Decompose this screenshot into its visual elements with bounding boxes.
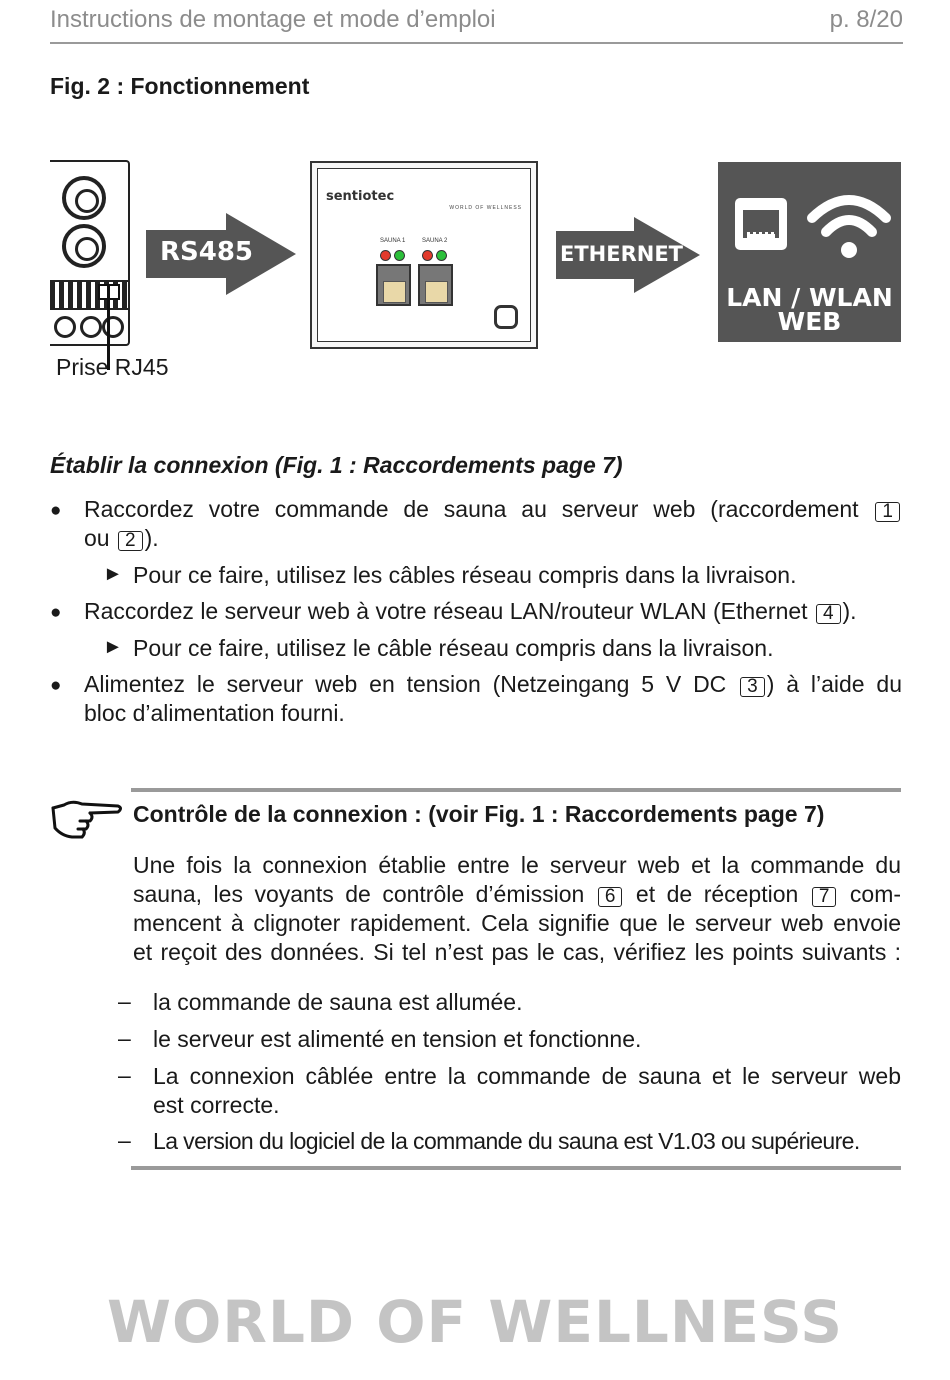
ref-number: 2 (118, 531, 143, 551)
step-1-line1: Raccordez votre commande de sauna au serveur web (raccordement 1 (84, 495, 902, 524)
ethernet-port-icon (733, 196, 789, 252)
note-top-rule (131, 788, 901, 792)
dash-bullet: – (118, 1062, 131, 1088)
ethernet-arrow (556, 217, 700, 293)
dash-bullet: – (118, 988, 131, 1014)
lan-wlan-box (718, 162, 901, 342)
cable-glands (50, 312, 128, 342)
server-tagline: WORLD OF WELLNESS (449, 205, 522, 211)
step-1-sub: Pour ce faire, utilisez les câbles réseau compris dans la livraison. (133, 562, 797, 588)
led-green-icon (394, 250, 405, 261)
bullet-icon: ● (50, 500, 62, 521)
ref-number: 7 (812, 887, 837, 907)
sauna1-label: SAUNA 1 (380, 238, 406, 244)
ref-number: 3 (740, 677, 765, 697)
page-header (50, 4, 903, 44)
bullet-icon: ● (50, 675, 62, 696)
check-item-1: la commande de sauna est allumée. (153, 989, 523, 1015)
figure-title: Fig. 2 : Fonctionnement (50, 73, 310, 99)
step-3-line1: Alimentez le serveur web en tension (Netzeingang 5 V DC 3 ) à l’aide du (84, 671, 903, 697)
check-item-2: le serveur est alimenté en tension et fonctionne. (153, 1026, 642, 1052)
note-line-2: sauna, les voyants de contrôle d’émission 6 et de réception 7 com- (133, 881, 902, 907)
led-green-icon (436, 250, 447, 261)
check-item-4: La version du logiciel de la commande du sauna est V1.03 ou supérieure. (153, 1128, 860, 1154)
arrow-bullet-icon: ► (103, 563, 123, 585)
page-number: p. 8/20 (829, 6, 903, 33)
arrow-bullet-icon: ► (103, 636, 123, 658)
step-3-line2: bloc d’alimentation fourni. (84, 700, 345, 726)
check-item-3-line1: La connexion câblée entre la commande de sauna et le serveur web (153, 1063, 901, 1089)
ref-number: 4 (816, 604, 841, 624)
note-title: Contrôle de la connexion : (voir Fig. 1 : Raccordements page 7) (133, 801, 825, 827)
sauna2-label: SAUNA 2 (422, 238, 448, 244)
brand-logo-icon (494, 305, 518, 329)
section-title: Établir la connexion (Fig. 1 : Raccordements page 7) (50, 452, 623, 478)
ethernet-jack-icon (418, 264, 453, 306)
note-line-4: et reçoit des données. Si tel n’est pas le cas, vérifiez les points suivants : (133, 939, 901, 965)
ethernet-label: ETHERNET (560, 242, 684, 266)
step-2-sub: Pour ce faire, utilisez le câble réseau compris dans la livraison. (133, 635, 774, 661)
note-bottom-rule (131, 1166, 901, 1170)
knob-icon (62, 224, 106, 268)
rs485-arrow (146, 213, 296, 295)
ethernet-jack-icon (376, 264, 411, 306)
rj45-label: Prise RJ45 (56, 354, 169, 380)
rs485-label: RS485 (160, 237, 254, 267)
lan-wlan-label: LAN / WLAN WEB (726, 283, 893, 336)
step-2: Raccordez le serveur web à votre réseau LAN/routeur WLAN (Ethernet 4 ). (84, 598, 857, 624)
led-red-icon (422, 250, 433, 261)
led-red-icon (380, 250, 391, 261)
step-1-line2: ou 2 ). (84, 525, 159, 551)
note-line-1: Une fois la connexion établie entre le serveur web et la commande du (133, 852, 901, 878)
document-title: Instructions de montage et mode d’emploi (50, 6, 496, 33)
ref-number: 1 (875, 502, 900, 522)
server-brand: sentiotec (326, 189, 395, 204)
note-line-3: mencent à clignoter rapidement. Cela signifie que le serveur web envoie (133, 910, 901, 936)
sauna-control-device (50, 160, 130, 346)
pointing-hand-icon (50, 796, 124, 842)
knob-icon (62, 176, 106, 220)
dash-bullet: – (118, 1127, 131, 1153)
ref-number: 6 (598, 887, 623, 907)
dash-bullet: – (118, 1025, 131, 1051)
bullet-icon: ● (50, 602, 62, 623)
web-server-device (310, 161, 538, 349)
wifi-icon (806, 192, 892, 262)
check-item-3-line2: est correcte. (153, 1092, 280, 1118)
footer-brand: WORLD OF WELLNESS (107, 1288, 843, 1356)
